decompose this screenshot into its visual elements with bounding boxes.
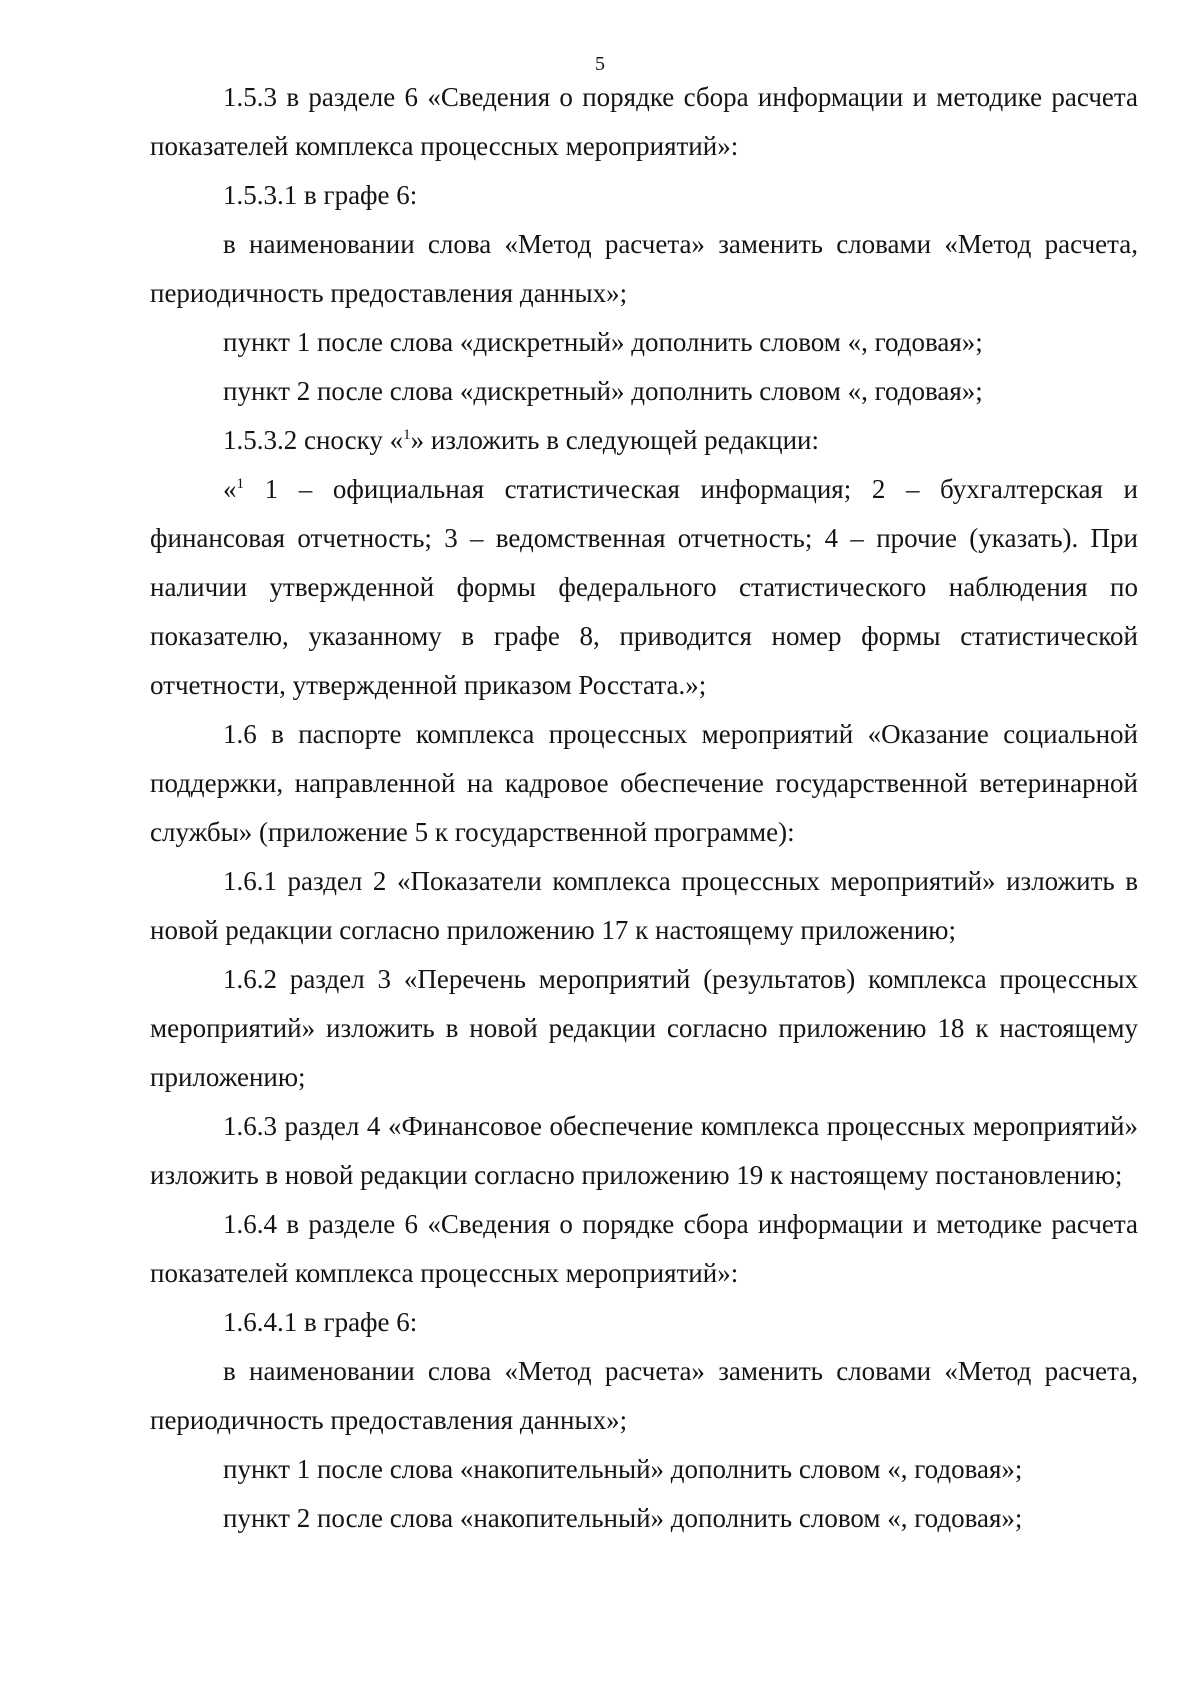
paragraph-text: 1.6.4 в разделе 6 «Сведения о порядке сбора информации и методике расчета показателей комплекса процессных мероприятий»:	[150, 1209, 1138, 1288]
paragraph	[150, 416, 1138, 465]
paragraph	[150, 367, 1138, 416]
paragraph-text: 1.6 в паспорте комплекса процессных мероприятий «Оказание социальной поддержки, направленной на кадровое обеспечение государственной ветеринарной службы» (приложение 5 к государственной программе):	[150, 719, 1138, 847]
paragraph	[150, 1347, 1138, 1445]
paragraph-text: 1.6.1 раздел 2 «Показатели комплекса процессных мероприятий» изложить в новой редакции согласно приложению 17 к настоящему приложению;	[150, 866, 1138, 945]
paragraph-text: пункт 2 после слова «дискретный» дополнить словом «, годовая»;	[223, 376, 983, 406]
paragraph-text: 1.5.3 в разделе 6 «Сведения о порядке сбора информации и методике расчета показателей комплекса процессных мероприятий»:	[150, 82, 1138, 161]
paragraph-text: » изложить в следующей редакции:	[410, 425, 819, 455]
paragraph-text: в наименовании слова «Метод расчета» заменить словами «Метод расчета, периодичность предоставления данных»;	[150, 229, 1138, 308]
paragraph	[150, 1445, 1138, 1494]
paragraph	[150, 171, 1138, 220]
paragraph	[150, 1494, 1138, 1543]
paragraph-text: пункт 2 после слова «накопительный» дополнить словом «, годовая»;	[223, 1503, 1023, 1533]
paragraph	[150, 1200, 1138, 1298]
paragraph	[150, 955, 1138, 1102]
paragraph-text: 1.6.2 раздел 3 «Перечень мероприятий (результатов) комплекса процессных мероприятий» изложить в новой редакции согласно приложению 18 к настоящему приложению;	[150, 964, 1138, 1092]
paragraph	[150, 220, 1138, 318]
paragraph	[150, 857, 1138, 955]
page-number: 5	[595, 53, 605, 75]
paragraph-text: 1.5.3.1 в графе 6:	[223, 180, 418, 210]
paragraph-text: 1.6.3 раздел 4 «Финансовое обеспечение комплекса процессных мероприятий» изложить в новой редакции согласно приложению 19 к настоящему постановлению;	[150, 1111, 1138, 1190]
paragraph	[150, 1298, 1138, 1347]
paragraph	[150, 1102, 1138, 1200]
paragraph	[150, 710, 1138, 857]
paragraph-text: пункт 1 после слова «дискретный» дополнить словом «, годовая»;	[223, 327, 983, 357]
paragraph-text: пункт 1 после слова «накопительный» дополнить словом «, годовая»;	[223, 1454, 1023, 1484]
paragraph-text: «	[223, 474, 237, 504]
paragraph-text: 1.5.3.2 сноску «	[223, 425, 404, 455]
footnote-marker: 1	[403, 427, 411, 443]
paragraph	[150, 465, 1138, 710]
paragraph-text: 1 – официальная статистическая информация; 2 – бухгалтерская и финансовая отчетность; 3 – ведомственная отчетность; 4 – прочие (указать). При наличии утвержденной формы федерального статистического наблюдения по показателю, указанному в графе 8, приводится номер формы статистической отчетности, утвержденной приказом Росстата.»;	[150, 474, 1138, 700]
paragraph	[150, 318, 1138, 367]
paragraph-text: в наименовании слова «Метод расчета» заменить словами «Метод расчета, периодичность предоставления данных»;	[150, 1356, 1138, 1435]
footnote-marker: 1	[236, 476, 244, 492]
document-body	[150, 73, 1138, 1543]
paragraph	[150, 73, 1138, 171]
paragraph-text: 1.6.4.1 в графе 6:	[223, 1307, 418, 1337]
